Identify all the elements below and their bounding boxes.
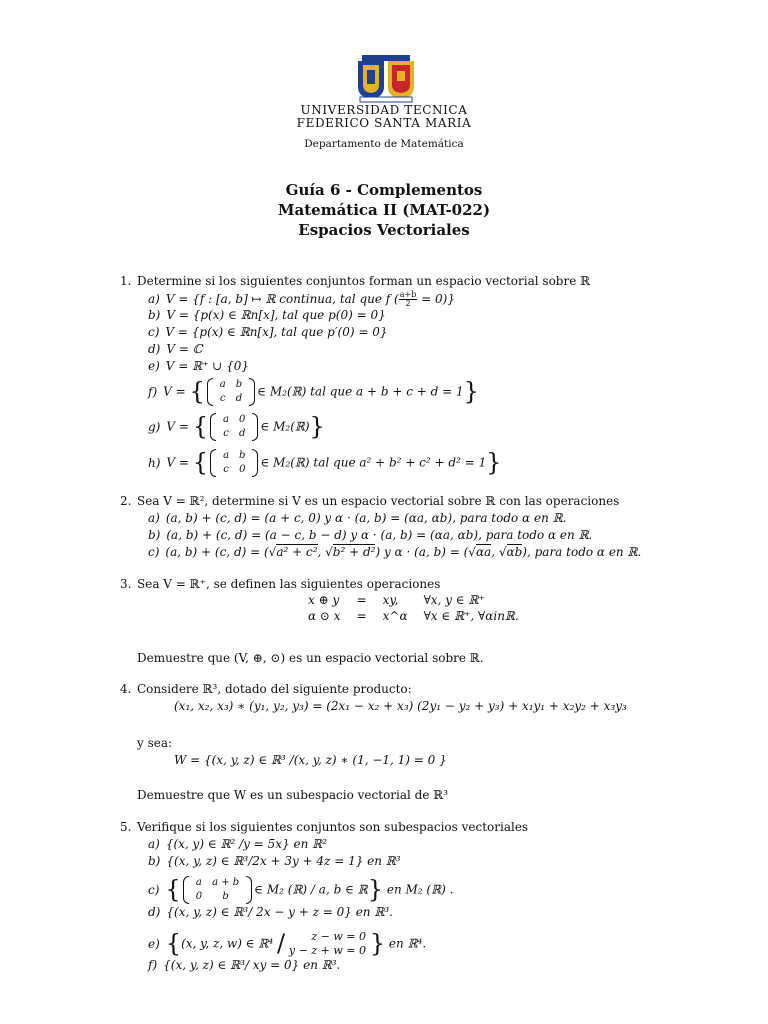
q2-item-c: c) (a, b) + (c, d) = (√a² + c², √b² + d²) y α · (a, b) = (√αa, √αb), para todo α en ℝ. [148, 545, 642, 559]
topic-title: Espacios Vectoriales [298, 221, 470, 239]
q1-item-e: e) V = ℝ⁺ ∪ {0} [148, 359, 250, 373]
q4-prompt: Considere ℝ³, dotado del siguiente producto: [137, 682, 412, 696]
q5-item-a: a) {(x, y) ∈ ℝ² /y = 5x} en ℝ² [148, 837, 327, 851]
q1-item-h: h) V = { a b c 0 ∈ M₂(ℝ) tal que a² + b² + c² + d² = 1} [148, 448, 502, 477]
q4-w-definition: W = {(x, y, z) ∈ ℝ³ /(x, y, z) ∗ (1, −1, 1) = 0 } [174, 753, 447, 767]
q1-item-f: f) V = { a b c d ∈ M₂(ℝ) tal que a + b + c + d = 1} [148, 377, 479, 406]
matrix: a b c d [207, 378, 255, 406]
university-crest-logo [354, 53, 418, 103]
university-name-line1: UNIVERSIDAD TECNICA [300, 103, 468, 117]
q4-number: 4. [120, 682, 132, 696]
q3-number: 3. [120, 577, 132, 591]
q5-item-d: d) {(x, y, z) ∈ ℝ³/ 2x − y + z = 0} en ℝ³. [148, 905, 393, 919]
q3-conclusion: Demuestre que (V, ⊕, ⊙) es un espacio vectorial sobre ℝ. [137, 651, 484, 665]
fraction: $\frac{a+b}{2}$ [399, 290, 417, 308]
q1-item-d: d) V = ℂ [148, 342, 203, 356]
q1-item-a: a) V = {f : [a, b] ↦ ℝ continua, tal que f ( $\frac{a+b}{2}$ = 0)} [148, 290, 455, 308]
matrix: a 0 c d [210, 413, 258, 441]
q2-number: 2. [120, 494, 132, 508]
q5-item-e: e) {(x, y, z, w) ∈ ℝ⁴ / z − w = 0 y − z + w = 0 } en ℝ⁴. [148, 929, 427, 958]
q4-and-let: y sea: [137, 736, 173, 750]
q5-item-f: f) {(x, y, z) ∈ ℝ³/ xy = 0} en ℝ³. [148, 958, 341, 972]
university-name-line2: FEDERICO SANTA MARIA [296, 116, 472, 130]
q1-prompt: Determine si los siguientes conjuntos forman un espacio vectorial sobre ℝ [137, 274, 591, 288]
q5-prompt: Verifique si los siguientes conjuntos son subespacios vectoriales [137, 820, 529, 834]
q5-item-b: b) {(x, y, z) ∈ ℝ³/2x + 3y + 4z = 1} en ℝ³ [148, 854, 401, 868]
q3-operations: x ⊕ y = xy, ∀x, y ∈ ℝ⁺ α ⊙ x = x^α ∀x ∈ ℝ⁺, ∀αinℝ. [308, 593, 519, 623]
q4-product: (x₁, x₂, x₃) ∗ (y₁, y₂, y₃) = (2x₁ − x₂ + x₃) (2y₁ − y₂ + y₃) + x₁y₁ + x₂y₂ + x₃y₃ [174, 699, 627, 713]
q2-prompt: Sea V = ℝ², determine si V es un espacio vectorial sobre ℝ con las operaciones [137, 494, 620, 508]
q5-number: 5. [120, 820, 132, 834]
q1-item-c: c) V = {p(x) ∈ ℝn[x], tal que p′(0) = 0} [148, 325, 388, 339]
system-of-equations: z − w = 0 y − z + w = 0 [288, 930, 366, 957]
q1-item-b: b) V = {p(x) ∈ ℝn[x], tal que p(0) = 0} [148, 308, 386, 322]
q3-prompt: Sea V = ℝ⁺, se definen las siguientes operaciones [137, 577, 441, 591]
q2-item-b: b) (a, b) + (c, d) = (a − c, b − d) y α · (a, b) = (αa, αb), para todo α en ℝ. [148, 528, 593, 542]
course-title: Matemática II (MAT-022) [277, 201, 491, 219]
q2-item-a: a) (a, b) + (c, d) = (a + c, 0) y α · (a, b) = (αa, αb), para todo α en ℝ. [148, 511, 567, 525]
q4-conclusion: Demuestre que W es un subespacio vectorial de ℝ³ [137, 788, 449, 802]
matrix: a b c 0 [210, 449, 258, 477]
q1-number: 1. [120, 274, 132, 288]
guide-title: Guía 6 - Complementos [285, 181, 483, 199]
item-label: a) [148, 292, 160, 306]
department-name: Departamento de Matemática [304, 138, 464, 150]
q5-item-c: c) { a a + b 0 b ∈ M₂ (ℝ) / a, b ∈ ℝ} en M₂ (ℝ) . [148, 875, 454, 904]
q1-item-g: g) V = { a 0 c d ∈ M₂(ℝ)} [148, 412, 325, 441]
matrix: a a + b 0 b [183, 876, 252, 904]
